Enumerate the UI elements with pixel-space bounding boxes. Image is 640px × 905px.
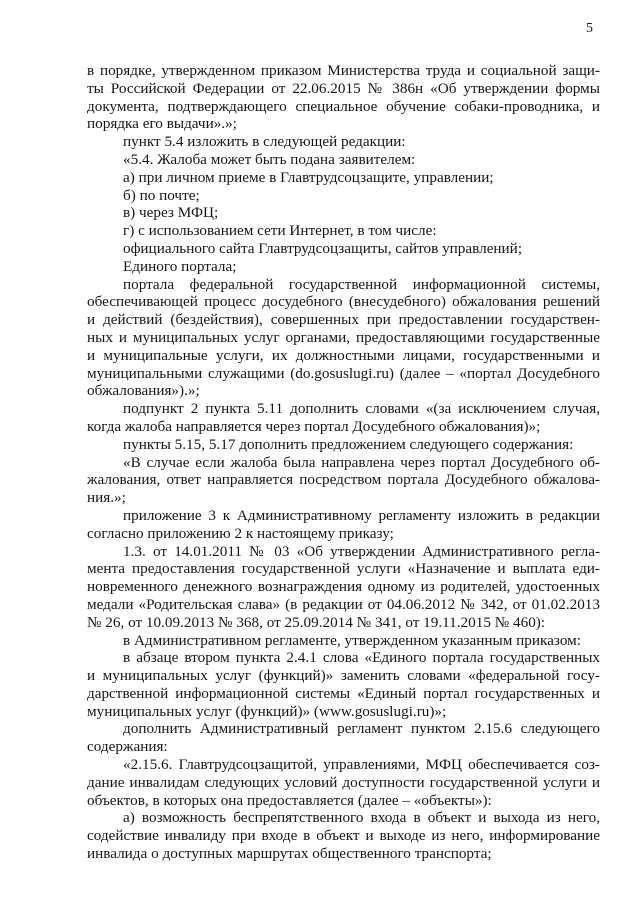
text-line: муниципальными служащими (do.gosuslugi.ru) (далее – «портал Досудебного: [87, 364, 600, 382]
text-line: ния.»;: [87, 489, 126, 507]
text-line: мента предоставления государственной услуги «Назначение и выплата еди-: [87, 560, 600, 578]
text-line: новременного денежного вознаграждения одному из родителей, удостоенных: [87, 578, 600, 596]
text-line: дарственной информационной системы «Единый портал государственных и: [87, 684, 600, 702]
text-line: дание инвалидам следующих условий доступности государственной услуги и: [87, 773, 600, 791]
text-line: ных и муниципальных услуг органами, предоставляющими государственные: [87, 328, 600, 346]
text-line: официального сайта Главтрудсоцзащиты, сайтов управлений;: [123, 239, 523, 257]
text-line: и действий (бездействия), совершенных при предоставлении государствен-: [87, 311, 600, 329]
text-line: в порядке, утвержденном приказом Министерства труда и социальной защи-: [87, 62, 600, 79]
text-line: приложение 3 к Административному регламенту изложить в редакции: [123, 506, 600, 524]
text-line: подпункт 2 пункта 5.11 дополнить словами «(за исключением случая,: [123, 400, 600, 418]
text-line: портала федеральной государственной информационной системы,: [123, 275, 600, 293]
text-line: в) через МФЦ;: [123, 204, 219, 222]
text-line: ты Российской Федерации от 22.06.2015 № 386н «Об утверждении формы: [87, 79, 600, 97]
text-line: порядка его выдачи».»;: [87, 115, 237, 133]
text-line: а) возможность беспрепятственного входа в объект и выхода из него,: [123, 809, 600, 827]
text-line: в абзаце втором пункта 2.4.1 слова «Единого портала государственных: [123, 649, 600, 667]
text-line: и муниципальных услуг (функций)» заменить словами «федеральной госу-: [87, 667, 600, 685]
text-line: в Административном регламенте, утвержденном указанным приказом:: [123, 631, 581, 649]
text-line: согласно приложению 2 к настоящему приказу;: [87, 524, 394, 542]
text-line: медали «Родительская слава» (в редакции от 04.06.2012 № 342, от 01.02.2013: [87, 595, 600, 613]
page-number: 5: [586, 21, 593, 36]
text-line: инвалида о доступных маршрутах общественного транспорта;: [87, 845, 492, 863]
text-line: б) по почте;: [123, 186, 200, 204]
text-line: «В случае если жалоба была направлена через портал Досудебного об-: [123, 453, 600, 471]
text-line: пункт 5.4 изложить в следующей редакции:: [123, 133, 406, 151]
text-line: содержания:: [87, 738, 168, 756]
text-line: муниципальных услуг (функций)» (www.gosuslugi.ru)»;: [87, 702, 447, 720]
text-line: Единого портала;: [123, 257, 237, 275]
text-line: когда жалоба направляется через портал Досудебного обжалования)»;: [87, 417, 541, 435]
text-line: жалования, ответ направляется посредством портала Досудебного обжалова-: [87, 471, 600, 489]
text-line: объектов, в которых она предоставляется (далее – «объекты»):: [87, 791, 492, 809]
text-line: обжалования»).»;: [87, 382, 200, 400]
text-line: дополнить Административный регламент пунктом 2.15.6 следующего: [123, 720, 600, 738]
text-line: 1.3. от 14.01.2011 № 03 «Об утверждении Административного регла-: [123, 542, 600, 560]
text-line: и муниципальные услуги, их должностными лицами, государственными и: [87, 346, 600, 364]
text-line: обеспечивающей процесс досудебного (внесудебного) обжалования решений: [87, 293, 600, 311]
text-line: г) с использованием сети Интернет, в том числе:: [123, 222, 437, 240]
text-line: содействие инвалиду при входе в объект и выходе из него, информирование: [87, 827, 600, 845]
document-body: [87, 62, 600, 863]
text-line: «5.4. Жалоба может быть подана заявителем:: [123, 150, 416, 168]
text-line: а) при личном приеме в Главтрудсоцзащите, управлении;: [123, 168, 494, 186]
text-line: документа, подтверждающего специальное обучение собаки-проводника, и: [87, 97, 600, 115]
text-line: № 26, от 10.09.2013 № 368, от 25.09.2014 № 341, от 19.11.2015 № 460):: [87, 613, 546, 631]
text-line: пункты 5.15, 5.17 дополнить предложением следующего содержания:: [123, 435, 574, 453]
text-line: «2.15.6. Главтрудсоцзащитой, управлениями, МФЦ обеспечивается соз-: [123, 756, 600, 774]
